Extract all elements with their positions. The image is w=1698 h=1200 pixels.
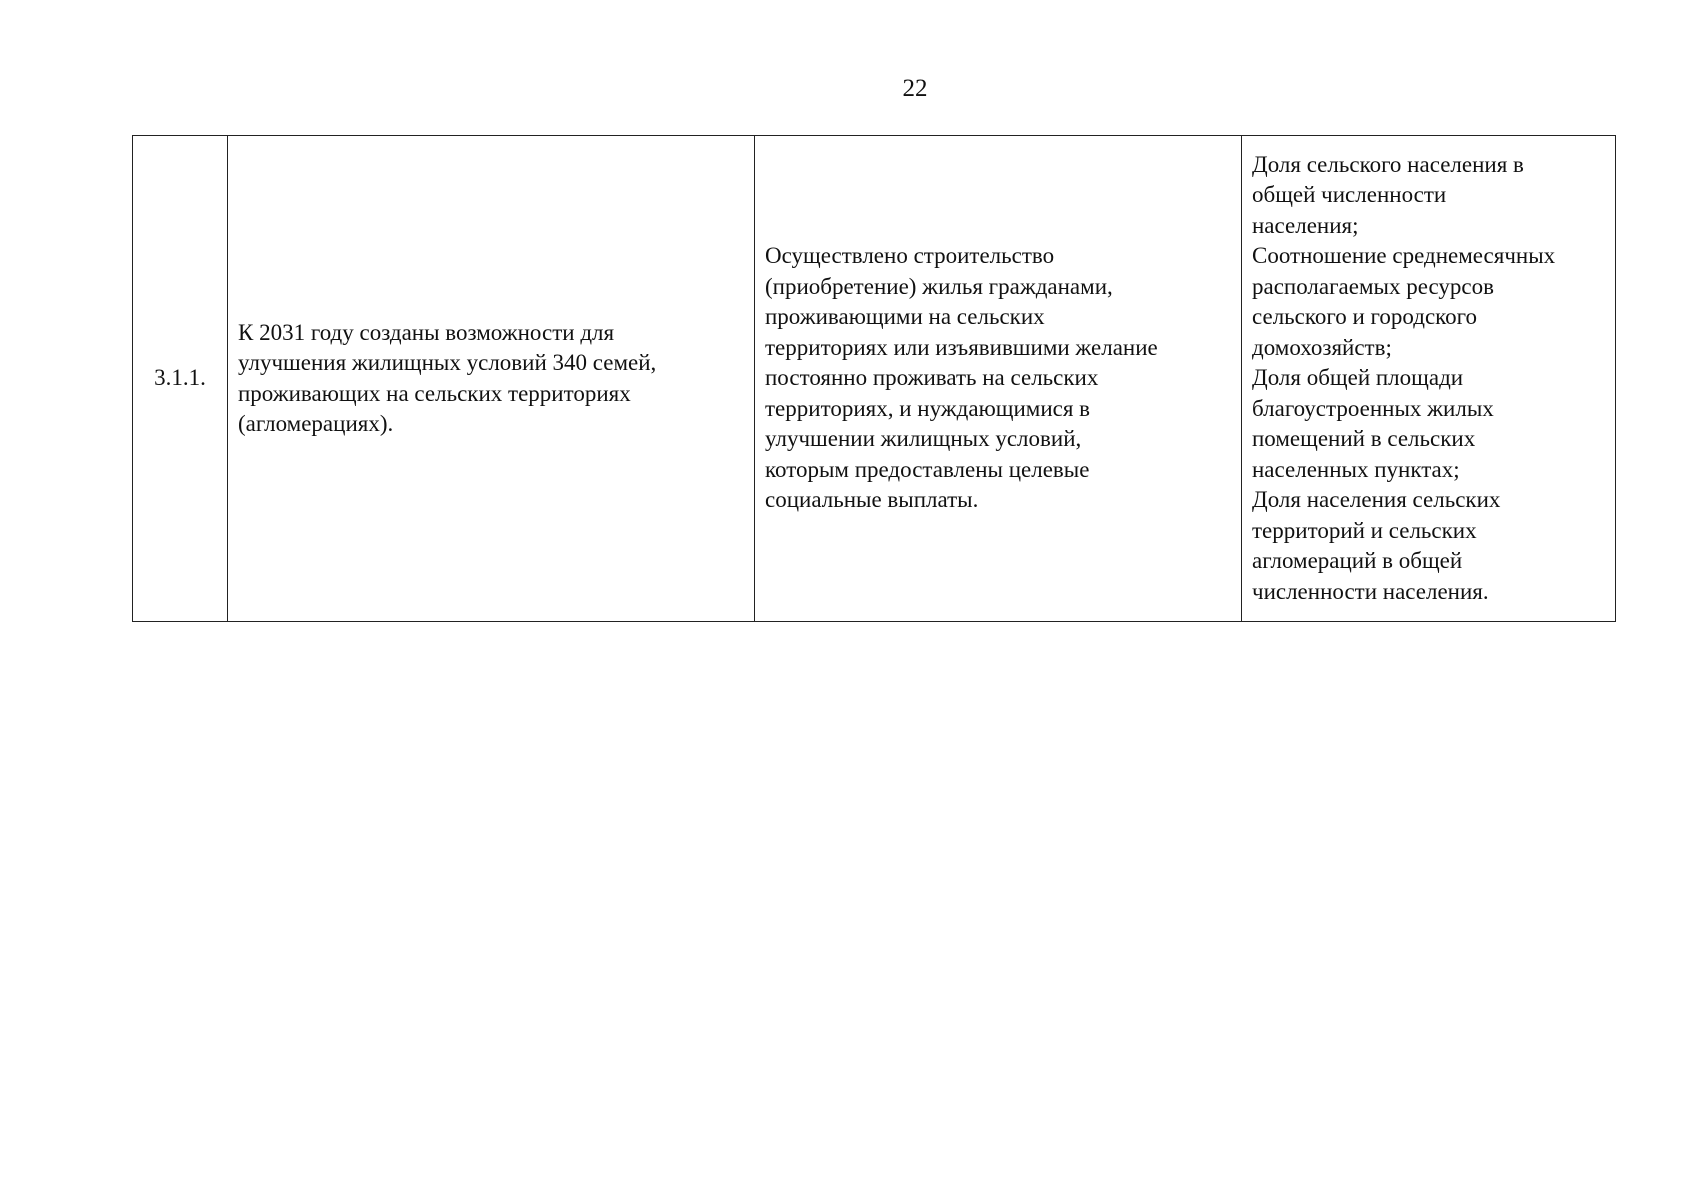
indicator-item: Доля населения сельских территорий и сельских агломераций в общей численности населения. [1252, 487, 1501, 604]
indicators-cell [1242, 136, 1616, 622]
indicator-item: Доля сельского населения в общей численности населения; [1252, 151, 1524, 238]
page-number: 22 [902, 75, 928, 102]
goal-cell: К 2031 году созданы возможности для улучшения жилищных условий 340 семей, проживающих на сельских территориях (агломерациях). [228, 136, 755, 622]
indicator-item: Соотношение среднемесячных располагаемых ресурсов сельского и городского домохозяйств; [1252, 243, 1556, 360]
indicator-item: Доля общей площади благоустроенных жилых помещений в сельских населенных пунктах; [1252, 365, 1494, 482]
result-cell: Осуществлено строительство (приобретение) жилья гражданами, проживающими на сельских территориях или изъявившими желание постоянно проживать на сельских территориях, и нуждающимися в улучшении жилищных условий, которым предоставлены целевые социальные выплаты. [755, 136, 1242, 622]
table-row [133, 136, 1616, 622]
row-number-cell: 3.1.1. [133, 136, 228, 622]
data-table [132, 135, 1616, 622]
